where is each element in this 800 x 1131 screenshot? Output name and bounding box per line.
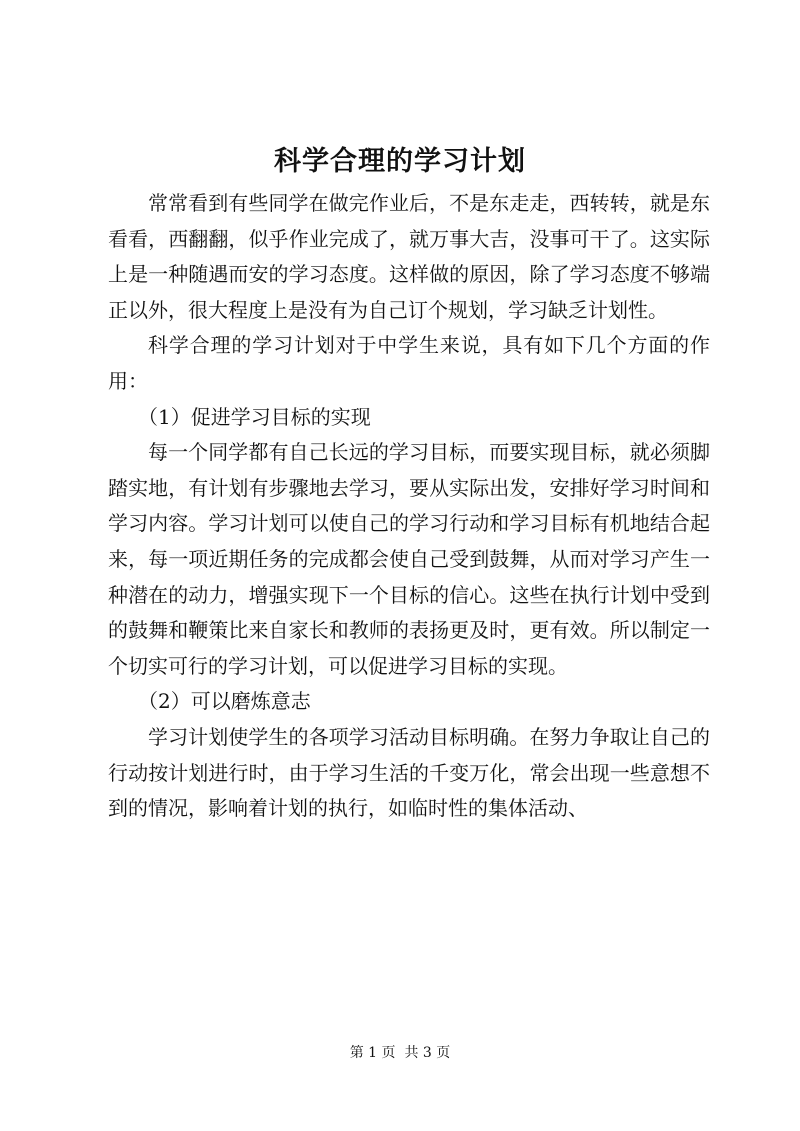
document-body	[108, 186, 710, 827]
paragraph-purpose: 科学合理的学习计划对于中学生来说，具有如下几个方面的作用：	[108, 333, 710, 393]
paragraph-section-1: 每一个同学都有自己长远的学习目标，而要实现目标，就必须脚踏实地，有计划有步骤地去学习，要从实际出发，安排好学习时间和学习内容。学习计划可以使自己的学习行动和学习目标有机地结合起来，每一项近期任务的完成都会使自己受到鼓舞，从而对学习产生一种潜在的动力，增强实现下一个目标的信心。这些在执行计划中受到的鼓舞和鞭策比来自家长和教师的表扬更及时，更有效。所以制定一个切实可行的学习计划，可以促进学习目标的实现。	[108, 440, 710, 678]
section-heading-1: （1）促进学习目标的实现	[138, 404, 371, 429]
section-heading-2: （2）可以磨炼意志	[138, 689, 311, 714]
paragraph-intro: 常常看到有些同学在做完作业后，不是东走走，西转转，就是东看看，西翻翻，似乎作业完成了，就万事大吉，没事可干了。这实际上是一种随遇而安的学习态度。这样做的原因，除了学习态度不够端正以外，很大程度上是没有为自己订个规划，学习缺乏计划性。	[108, 191, 710, 322]
page-footer	[0, 1043, 800, 1063]
paragraph-section-2: 学习计划使学生的各项学习活动目标明确。在努力争取让自己的行动按计划进行时，由于学习生活的千变万化，常会出现一些意想不到的情况，影响着计划的执行，如临时性的集体活动、	[108, 724, 710, 821]
document-title: 科学合理的学习计划	[274, 146, 526, 177]
page-number-label: 第 1 页 共 3 页	[349, 1045, 451, 1061]
